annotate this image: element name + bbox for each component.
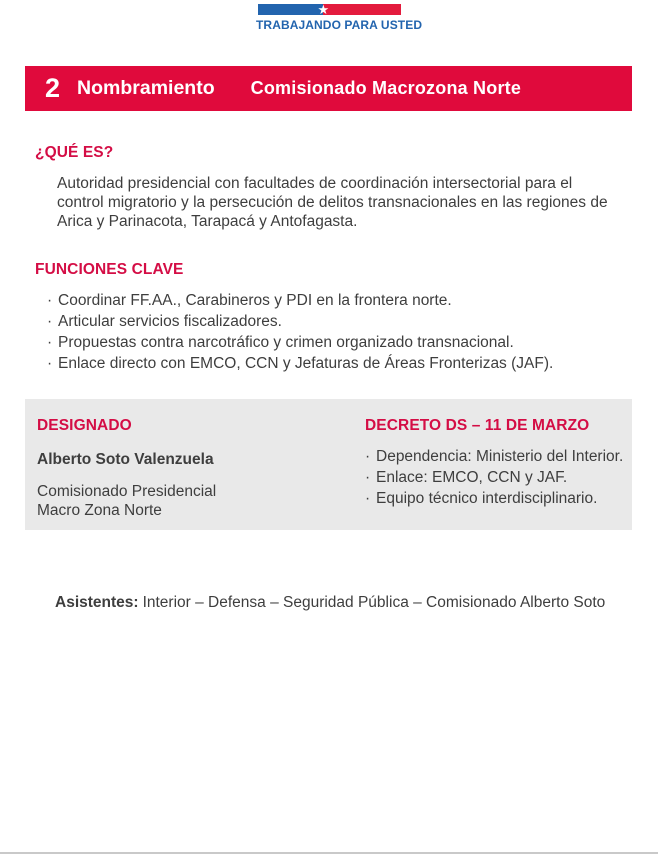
funciones-heading: FUNCIONES CLAVE	[35, 261, 184, 278]
designee-role-line2: Macro Zona Norte	[37, 502, 162, 519]
list-item	[365, 446, 632, 467]
section-banner	[25, 66, 632, 111]
que-es-body: Autoridad presidencial con facultades de coordinación intersectorial para el control migratorio y la persecución de delitos transnacionales en las regiones de Arica y Parinacota, Tarapacá y Antofagasta.	[57, 175, 608, 230]
bottom-divider	[0, 852, 658, 854]
designado-column	[37, 417, 365, 530]
list-item-text: Articular servicios fiscalizadores.	[58, 313, 282, 330]
list-item-text: Dependencia: Ministerio del Interior.	[376, 448, 624, 465]
bullet-icon: ·	[365, 490, 371, 507]
list-item-text: Enlace directo con EMCO, CCN y Jefaturas de Áreas Fronterizas (JAF).	[58, 355, 554, 372]
bullet-icon: ·	[47, 355, 53, 372]
star-icon: ★	[317, 1, 330, 17]
section-title: Nombramiento	[77, 77, 215, 99]
list-item	[365, 488, 632, 509]
bullet-icon: ·	[47, 292, 53, 309]
list-item-text: Equipo técnico interdisciplinario.	[376, 490, 598, 507]
bullet-icon: ·	[47, 334, 53, 351]
asistentes-label: Asistentes:	[55, 594, 139, 611]
designado-heading: DESIGNADO	[37, 417, 132, 434]
bullet-icon: ·	[365, 469, 371, 486]
list-item	[47, 311, 658, 332]
designado-box	[25, 399, 632, 530]
logo-tagline: TRABAJANDO PARA USTED	[256, 18, 423, 32]
bullet-icon: ·	[47, 313, 53, 330]
que-es-heading: ¿QUÉ ES?	[35, 144, 114, 161]
list-item	[47, 332, 658, 353]
list-item	[47, 290, 658, 311]
list-item-text: Propuestas contra narcotráfico y crimen organizado transnacional.	[58, 334, 514, 351]
flag-bar	[258, 1, 401, 17]
asistentes-text: Interior – Defensa – Seguridad Pública – Comisionado Alberto Soto	[142, 594, 606, 611]
designee-role	[37, 482, 365, 520]
list-item-text: Coordinar FF.AA., Carabineros y PDI en la frontera norte.	[58, 292, 452, 309]
list-item	[365, 467, 632, 488]
flag-blue-segment	[258, 4, 324, 15]
section-number: 2	[45, 73, 61, 103]
list-item-text: Enlace: EMCO, CCN y JAF.	[376, 469, 568, 486]
designee-role-line1: Comisionado Presidencial	[37, 483, 217, 500]
list-item	[47, 353, 658, 374]
gobierno-logo	[256, 1, 423, 32]
funciones-list	[47, 290, 658, 374]
designee-name: Alberto Soto Valenzuela	[37, 451, 214, 468]
section-subtitle: Comisionado Macrozona Norte	[250, 78, 522, 98]
decreto-column	[365, 417, 632, 530]
bullet-icon: ·	[365, 448, 371, 465]
flag-red-segment	[323, 4, 400, 15]
asistentes-line	[55, 594, 658, 612]
decreto-list	[365, 446, 632, 509]
decreto-heading: DECRETO DS – 11 DE MARZO	[365, 417, 590, 434]
